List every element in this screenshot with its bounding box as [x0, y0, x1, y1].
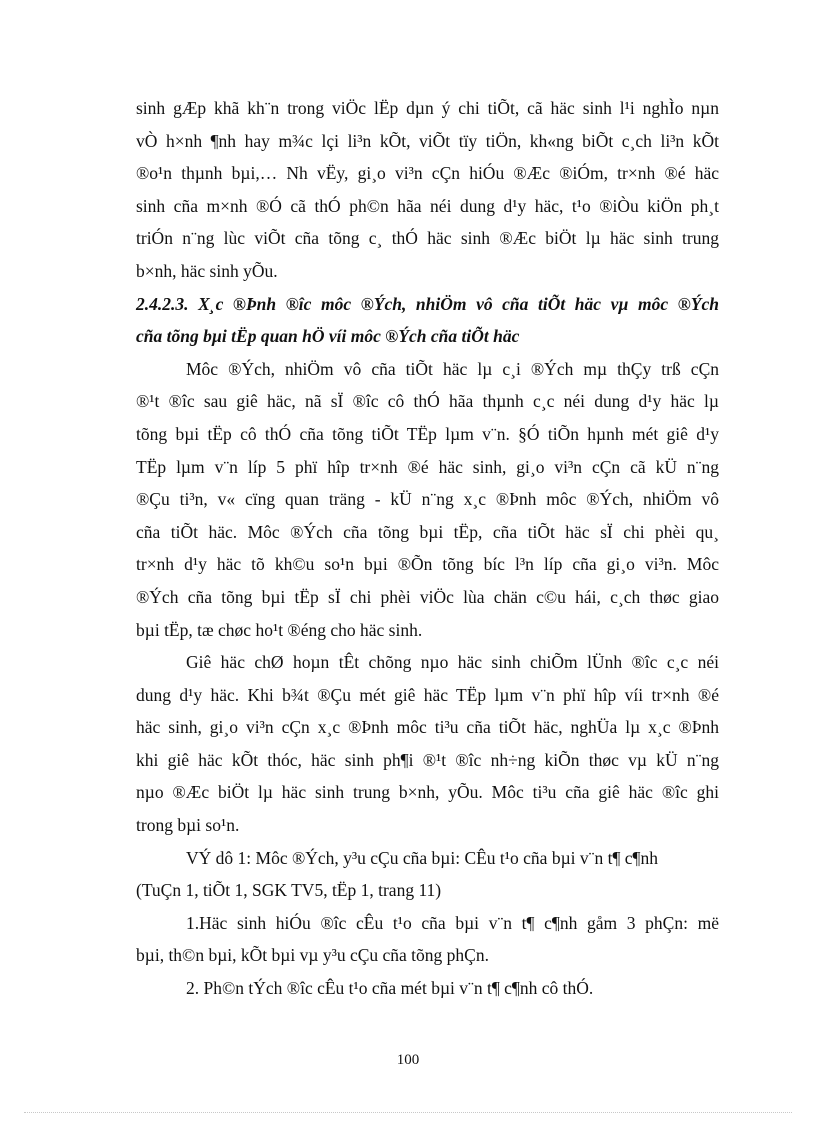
text-line: sinh gÆp khã kh¨n trong viÖc lËp dµn ý chi tiÕt, cã häc sinh l¹i nghÌo nµn — [136, 98, 719, 118]
text-line: cña tiÕt häc. Môc ®Ých cña tõng bµi tËp, cña tiÕt häc sÏ chi phèi qu¸ — [136, 521, 719, 542]
paragraph — [136, 842, 719, 875]
paragraph — [136, 972, 719, 1005]
section-heading — [136, 288, 719, 353]
text-line: ®¹t ®îc sau giê häc, nã sÏ ®îc cô thÓ hãa thµnh c¸c néi dung d¹y häc lµ — [136, 391, 719, 412]
text-line: 2. Ph©n tÝch ®îc cÊu t¹o cña mét bµi v¨n t¶ c¶nh cô thÓ. — [186, 978, 594, 999]
text-line: 1.Häc sinh hiÓu ®îc cÊu t¹o cña bµi v¨n t¶ c¶nh gåm 3 phÇn: më — [186, 912, 719, 933]
page-number: 100 — [396, 1052, 420, 1068]
text-line: bµi tËp, tæ chøc ho¹t ®éng cho häc sinh. — [136, 619, 423, 640]
text-line: ®Ých cña tõng bµi tËp sÏ chi phèi viÖc lùa chän c©u hái, c¸ch thøc giao — [136, 586, 719, 607]
text-line: ®Çu ti³n, v« cïng quan träng - kÜ n¨ng x¸c ®Þnh môc ®Ých, nhiÖm vô — [136, 489, 719, 510]
paragraph — [136, 353, 719, 646]
text-line: khi giê häc kÕt thóc, häc sinh ph¶i ®¹t ®îc nh÷ng kiÕn thøc vµ kÜ n¨ng — [136, 749, 719, 770]
text-line: dung d¹y häc. Khi b¾t ®Çu mét giê häc TËp lµm v¨n phï hîp víi tr×nh ®é — [136, 684, 719, 705]
text-line: nµo ®Æc biÖt lµ häc sinh trung b×nh, yÕu. Môc ti³u cña giê häc ®îc ghi — [136, 782, 719, 803]
paragraph — [136, 646, 719, 842]
text-line: Giê häc chØ hoµn tÊt chõng nµo häc sinh chiÕm lÜnh ®îc c¸c néi — [186, 652, 719, 673]
text-line: 2.4.2.3. X¸c ®Þnh ®îc môc ®Ých, nhiÖm vô cña tiÕt häc vµ môc ®Ých — [136, 293, 719, 314]
paragraph — [136, 907, 719, 972]
text-line: TËp lµm v¨n líp 5 phï hîp tr×nh ®é häc sinh, gi¸o vi³n cÇn cã kÜ n¨ng — [136, 456, 719, 477]
text-line: cña tõng bµi tËp quan hÖ víi môc ®Ých cña tiÕt häc — [136, 326, 520, 347]
text-line: häc sinh, gi¸o vi³n cÇn x¸c ®Þnh môc ti³u cña tiÕt häc, nghÜa lµ x¸c ®Þnh — [136, 717, 719, 738]
text-line: b×nh, häc sinh yÕu. — [136, 260, 278, 281]
text-line: tõng bµi tËp cô thÓ cña tõng tiÕt TËp lµm v¨n. §Ó tiÕn hµnh mét giê d¹y — [136, 423, 719, 444]
text-line: (TuÇn 1, tiÕt 1, SGK TV5, tËp 1, trang 11) — [136, 880, 442, 901]
text-line: ®o¹n thµnh bµi,… Nh vËy, gi¸o vi³n cÇn hiÓu ®Æc ®iÓm, tr×nh ®é häc — [136, 163, 719, 184]
text-line: VÝ dô 1: Môc ®Ých, y³u cÇu cña bµi: CÊu t¹o cña bµi v¨n t¶ c¶nh — [186, 847, 658, 868]
text-line: triÓn n¨ng lùc viÕt cña tõng c¸ thÓ häc sinh ®Æc biÖt lµ häc sinh trung — [136, 228, 719, 249]
paragraph — [136, 92, 719, 288]
text-line: tr×nh d¹y häc tõ kh©u so¹n bµi ®Õn tõng bíc l³n líp cña gi¸o vi³n. Môc — [136, 554, 719, 575]
text-line: bµi, th©n bµi, kÕt bµi vµ y³u cÇu cña tõng phÇn. — [136, 945, 489, 966]
paragraph — [136, 874, 719, 907]
page-bottom-border — [24, 1112, 792, 1113]
text-line: Môc ®Ých, nhiÖm vô cña tiÕt häc lµ c¸i ®Ých mµ thÇy trß cÇn — [186, 358, 719, 379]
text-line: vÒ h×nh ¶nh hay m¾c lçi li³n kÕt, viÕt tïy tiÖn, kh«ng biÕt c¸ch li³n kÕt — [136, 130, 719, 151]
document-body — [136, 92, 719, 1005]
text-line: sinh cña m×nh ®Ó cã thÓ ph©n hãa néi dung d¹y häc, t¹o ®iÒu kiÖn ph¸t — [136, 195, 719, 216]
text-line: trong bµi so¹n. — [136, 815, 240, 836]
